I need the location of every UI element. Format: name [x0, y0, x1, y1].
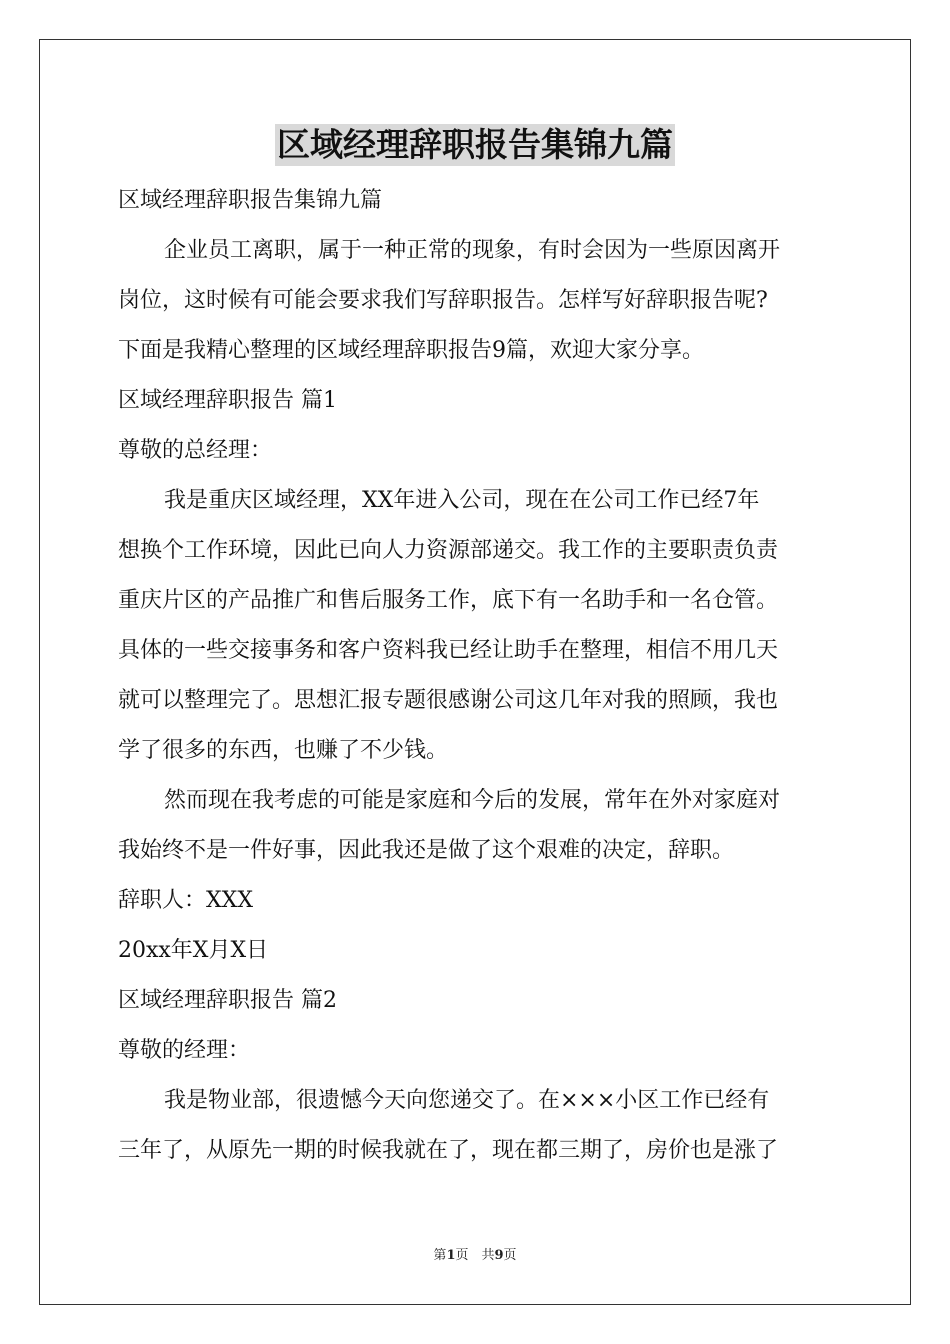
text-line: 岗位，这时候有可能会要求我们写辞职报告。怎样写好辞职报告呢? [118, 288, 768, 313]
text-line: 我是重庆区域经理，XX年进入公司，现在在公司工作已经7年 [164, 488, 760, 513]
text-line: 尊敬的总经理： [118, 438, 273, 463]
text-line: 区域经理辞职报告 篇1 [118, 388, 337, 413]
footer-page-mid: 页 共 [455, 1248, 495, 1263]
text-line: 企业员工离职，属于一种正常的现象，有时会因为一些原因离开 [164, 238, 781, 263]
text-line: 我是物业部，很遗憾今天向您递交了。在×××小区工作已经有 [164, 1088, 770, 1113]
text-line: 区域经理辞职报告集锦九篇 [118, 188, 383, 213]
document-body [118, 176, 840, 1176]
text-line: 三年了，从原先一期的时候我就在了，现在都三期了，房价也是涨了 [118, 1138, 779, 1163]
text-line: 辞职人：XXX [118, 888, 253, 913]
title-container [0, 124, 950, 166]
footer-page-suffix: 页 [503, 1248, 517, 1263]
text-line: 然而现在我考虑的可能是家庭和今后的发展，常年在外对家庭对 [164, 788, 781, 813]
text-line: 重庆片区的产品推广和售后服务工作，底下有一名助手和一名仓管。 [118, 588, 779, 613]
footer-page-total: 9 [494, 1248, 504, 1263]
text-line: 学了很多的东西，也赚了不少钱。 [118, 738, 449, 763]
text-line: 20xx年X月X日 [118, 938, 269, 963]
text-line: 就可以整理完了。思想汇报专题很感谢公司这几年对我的照顾，我也 [118, 688, 779, 713]
page-footer [0, 1244, 950, 1263]
text-line: 下面是我精心整理的区域经理辞职报告9篇，欢迎大家分享。 [118, 338, 704, 363]
text-line: 想换个工作环境，因此已向人力资源部递交。我工作的主要职责负责 [118, 538, 779, 563]
footer-page-current: 1 [446, 1248, 456, 1263]
text-line: 区域经理辞职报告 篇2 [118, 988, 337, 1013]
footer-page-prefix: 第 [433, 1248, 447, 1263]
text-line: 具体的一些交接事务和客户资料我已经让助手在整理，相信不用几天 [118, 638, 779, 663]
text-line: 尊敬的经理： [118, 1038, 251, 1063]
text-line: 我始终不是一件好事，因此我还是做了这个艰难的决定，辞职。 [118, 838, 735, 863]
document-title: 区域经理辞职报告集锦九篇 [277, 125, 673, 164]
